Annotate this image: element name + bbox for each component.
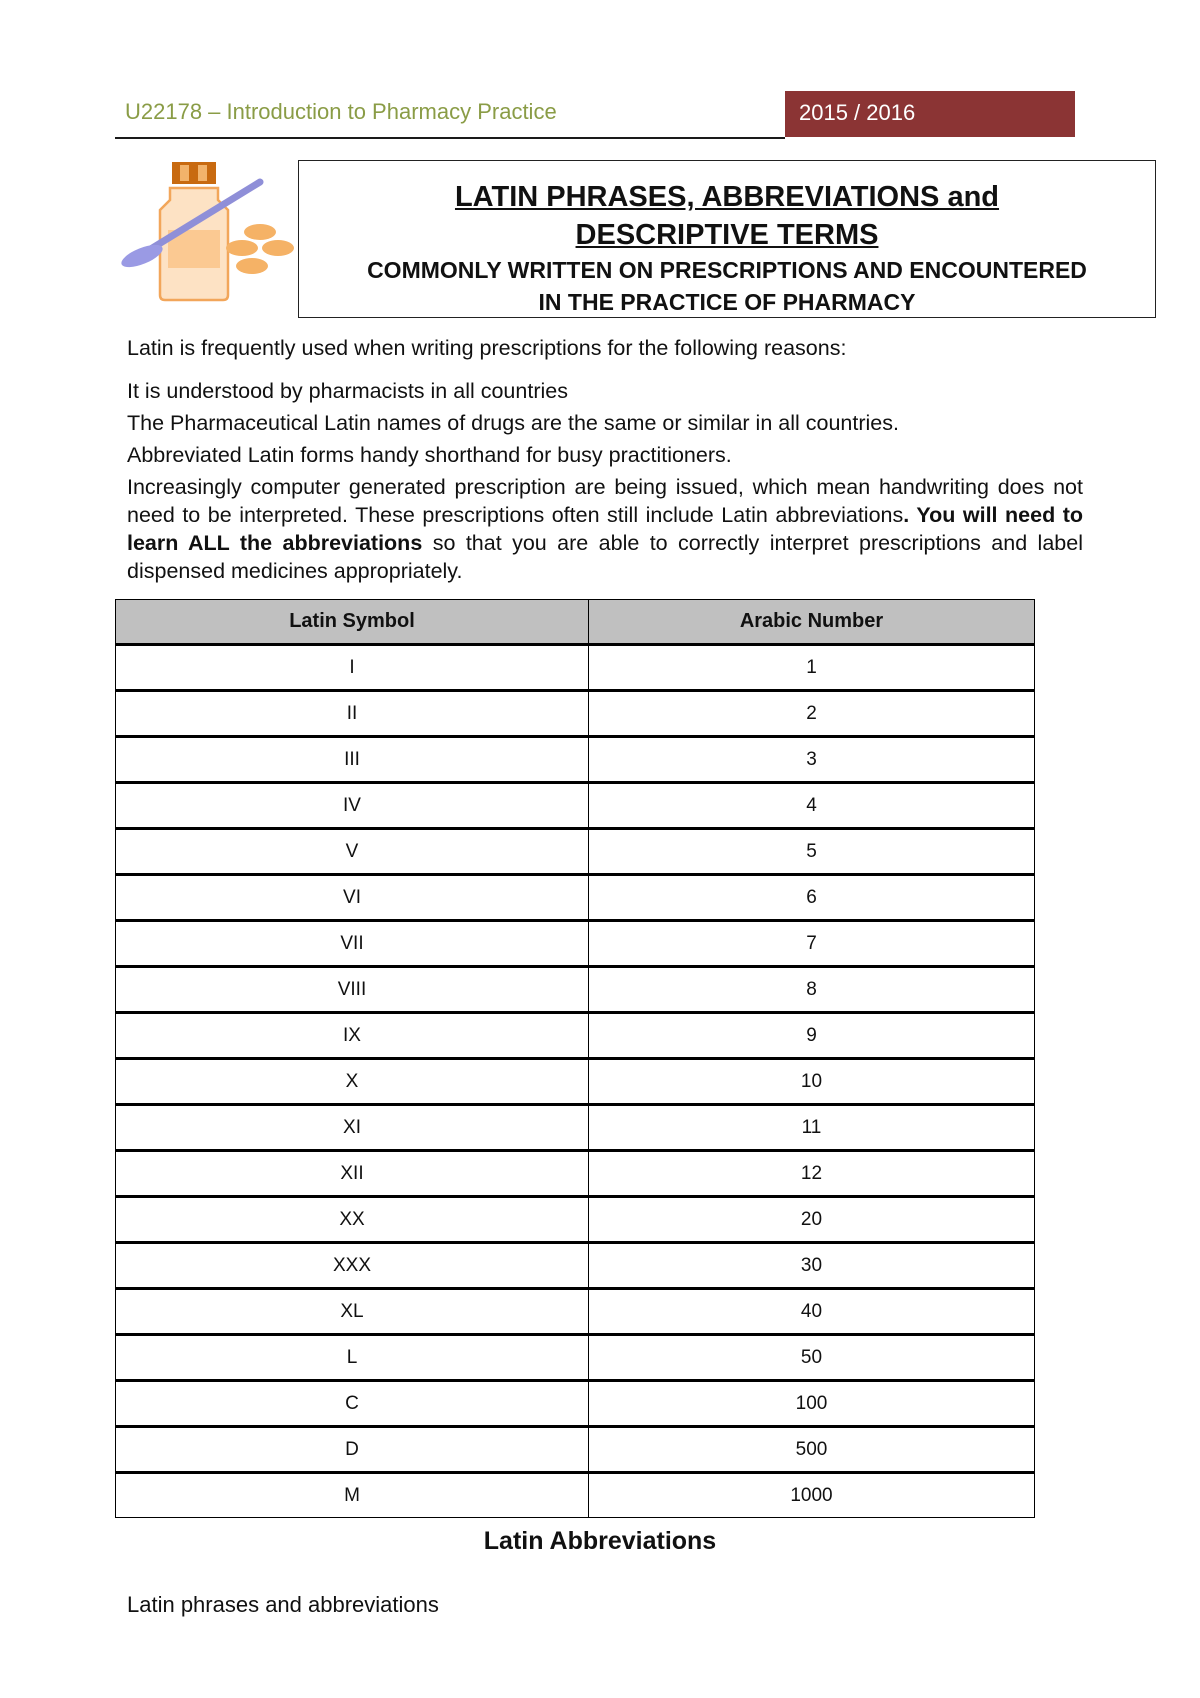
document-subtitle-line-2: IN THE PRACTICE OF PHARMACY xyxy=(538,289,916,315)
latin-symbol-cell: D xyxy=(116,1427,589,1473)
arabic-number-cell: 11 xyxy=(589,1105,1035,1151)
section-intro-text: Latin phrases and abbreviations xyxy=(127,1592,439,1617)
latin-symbol-cell: M xyxy=(116,1473,589,1518)
latin-symbol-cell: XI xyxy=(116,1105,589,1151)
arabic-number-cell: 100 xyxy=(589,1381,1035,1427)
table-header-row xyxy=(116,600,1035,645)
latin-symbol-cell: III xyxy=(116,737,589,783)
arabic-number-cell: 7 xyxy=(589,921,1035,967)
document-subtitle-line-1: COMMONLY WRITTEN ON PRESCRIPTIONS AND ENCOUNTERED xyxy=(367,257,1087,283)
roman-numeral-table xyxy=(115,599,1035,1518)
table-row xyxy=(116,875,1035,921)
latin-symbol-cell: V xyxy=(116,829,589,875)
arabic-number-cell: 9 xyxy=(589,1013,1035,1059)
table-row xyxy=(116,783,1035,829)
header-course-bar xyxy=(115,99,785,139)
header-arabic-number: Arabic Number xyxy=(589,600,1035,645)
table-row xyxy=(116,645,1035,691)
arabic-number-cell: 3 xyxy=(589,737,1035,783)
arabic-number-cell: 1000 xyxy=(589,1473,1035,1518)
latin-symbol-cell: IX xyxy=(116,1013,589,1059)
latin-symbol-cell: IV xyxy=(116,783,589,829)
reason-2: The Pharmaceutical Latin names of drugs are the same or similar in all countries. xyxy=(127,411,899,435)
table-row xyxy=(116,1151,1035,1197)
section-heading: Latin Abbreviations xyxy=(483,1527,717,1555)
table-row xyxy=(116,921,1035,967)
latin-symbol-cell: XII xyxy=(116,1151,589,1197)
document-title: LATIN PHRASES, ABBREVIATIONS and DESCRIPTIVE TERMS xyxy=(454,181,1000,251)
header-latin-symbol: Latin Symbol xyxy=(116,600,589,645)
table-row xyxy=(116,1381,1035,1427)
latin-symbol-cell: VII xyxy=(116,921,589,967)
latin-symbol-cell: VI xyxy=(116,875,589,921)
table-row xyxy=(116,1105,1035,1151)
latin-symbol-cell: II xyxy=(116,691,589,737)
intro-paragraph: Latin is frequently used when writing prescriptions for the following reasons: xyxy=(127,336,847,360)
latin-symbol-cell: XL xyxy=(116,1289,589,1335)
table-row xyxy=(116,1473,1035,1518)
table-row xyxy=(116,1427,1035,1473)
arabic-number-cell: 50 xyxy=(589,1335,1035,1381)
table-row xyxy=(116,1059,1035,1105)
table-row xyxy=(116,737,1035,783)
arabic-number-cell: 500 xyxy=(589,1427,1035,1473)
reason-1: It is understood by pharmacists in all countries xyxy=(127,379,568,403)
arabic-number-cell: 20 xyxy=(589,1197,1035,1243)
computer-para-text-2: so that you are able to correctly interpret prescriptions and label dispensed medicines appropriately. xyxy=(127,531,1083,583)
computer-prescription-paragraph xyxy=(127,473,1083,585)
computer-para-bold: . You will need to learn ALL the abbreviations xyxy=(127,503,1084,555)
arabic-number-cell: 10 xyxy=(589,1059,1035,1105)
arabic-number-cell: 1 xyxy=(589,645,1035,691)
table-row xyxy=(116,1013,1035,1059)
arabic-number-cell: 4 xyxy=(589,783,1035,829)
latin-symbol-cell: C xyxy=(116,1381,589,1427)
document-title-box xyxy=(298,160,1156,318)
arabic-number-cell: 2 xyxy=(589,691,1035,737)
arabic-number-cell: 12 xyxy=(589,1151,1035,1197)
computer-para-text-1: Increasingly computer generated prescription are being issued, which mean handwriting does not need to be interpreted. These prescriptions often still include Latin abbreviations xyxy=(127,475,1083,527)
table-row xyxy=(116,1335,1035,1381)
arabic-number-cell: 40 xyxy=(589,1289,1035,1335)
table-row xyxy=(116,829,1035,875)
arabic-number-cell: 8 xyxy=(589,967,1035,1013)
latin-symbol-cell: XXX xyxy=(116,1243,589,1289)
latin-symbol-cell: VIII xyxy=(116,967,589,1013)
arabic-number-cell: 6 xyxy=(589,875,1035,921)
table-row xyxy=(116,967,1035,1013)
reason-3: Abbreviated Latin forms handy shorthand for busy practitioners. xyxy=(127,443,732,467)
table-row xyxy=(116,1197,1035,1243)
table-row xyxy=(116,691,1035,737)
arabic-number-cell: 5 xyxy=(589,829,1035,875)
latin-symbol-cell: I xyxy=(116,645,589,691)
latin-symbol-cell: X xyxy=(116,1059,589,1105)
latin-symbol-cell: XX xyxy=(116,1197,589,1243)
latin-symbol-cell: L xyxy=(116,1335,589,1381)
medicine-bottle-spoon-pills-icon xyxy=(120,160,295,305)
course-title: U22178 – Introduction to Pharmacy Practice xyxy=(125,99,557,124)
academic-year-badge xyxy=(785,91,1075,137)
table-row xyxy=(116,1243,1035,1289)
academic-year: 2015 / 2016 xyxy=(799,100,916,125)
arabic-number-cell: 30 xyxy=(589,1243,1035,1289)
table-row xyxy=(116,1289,1035,1335)
